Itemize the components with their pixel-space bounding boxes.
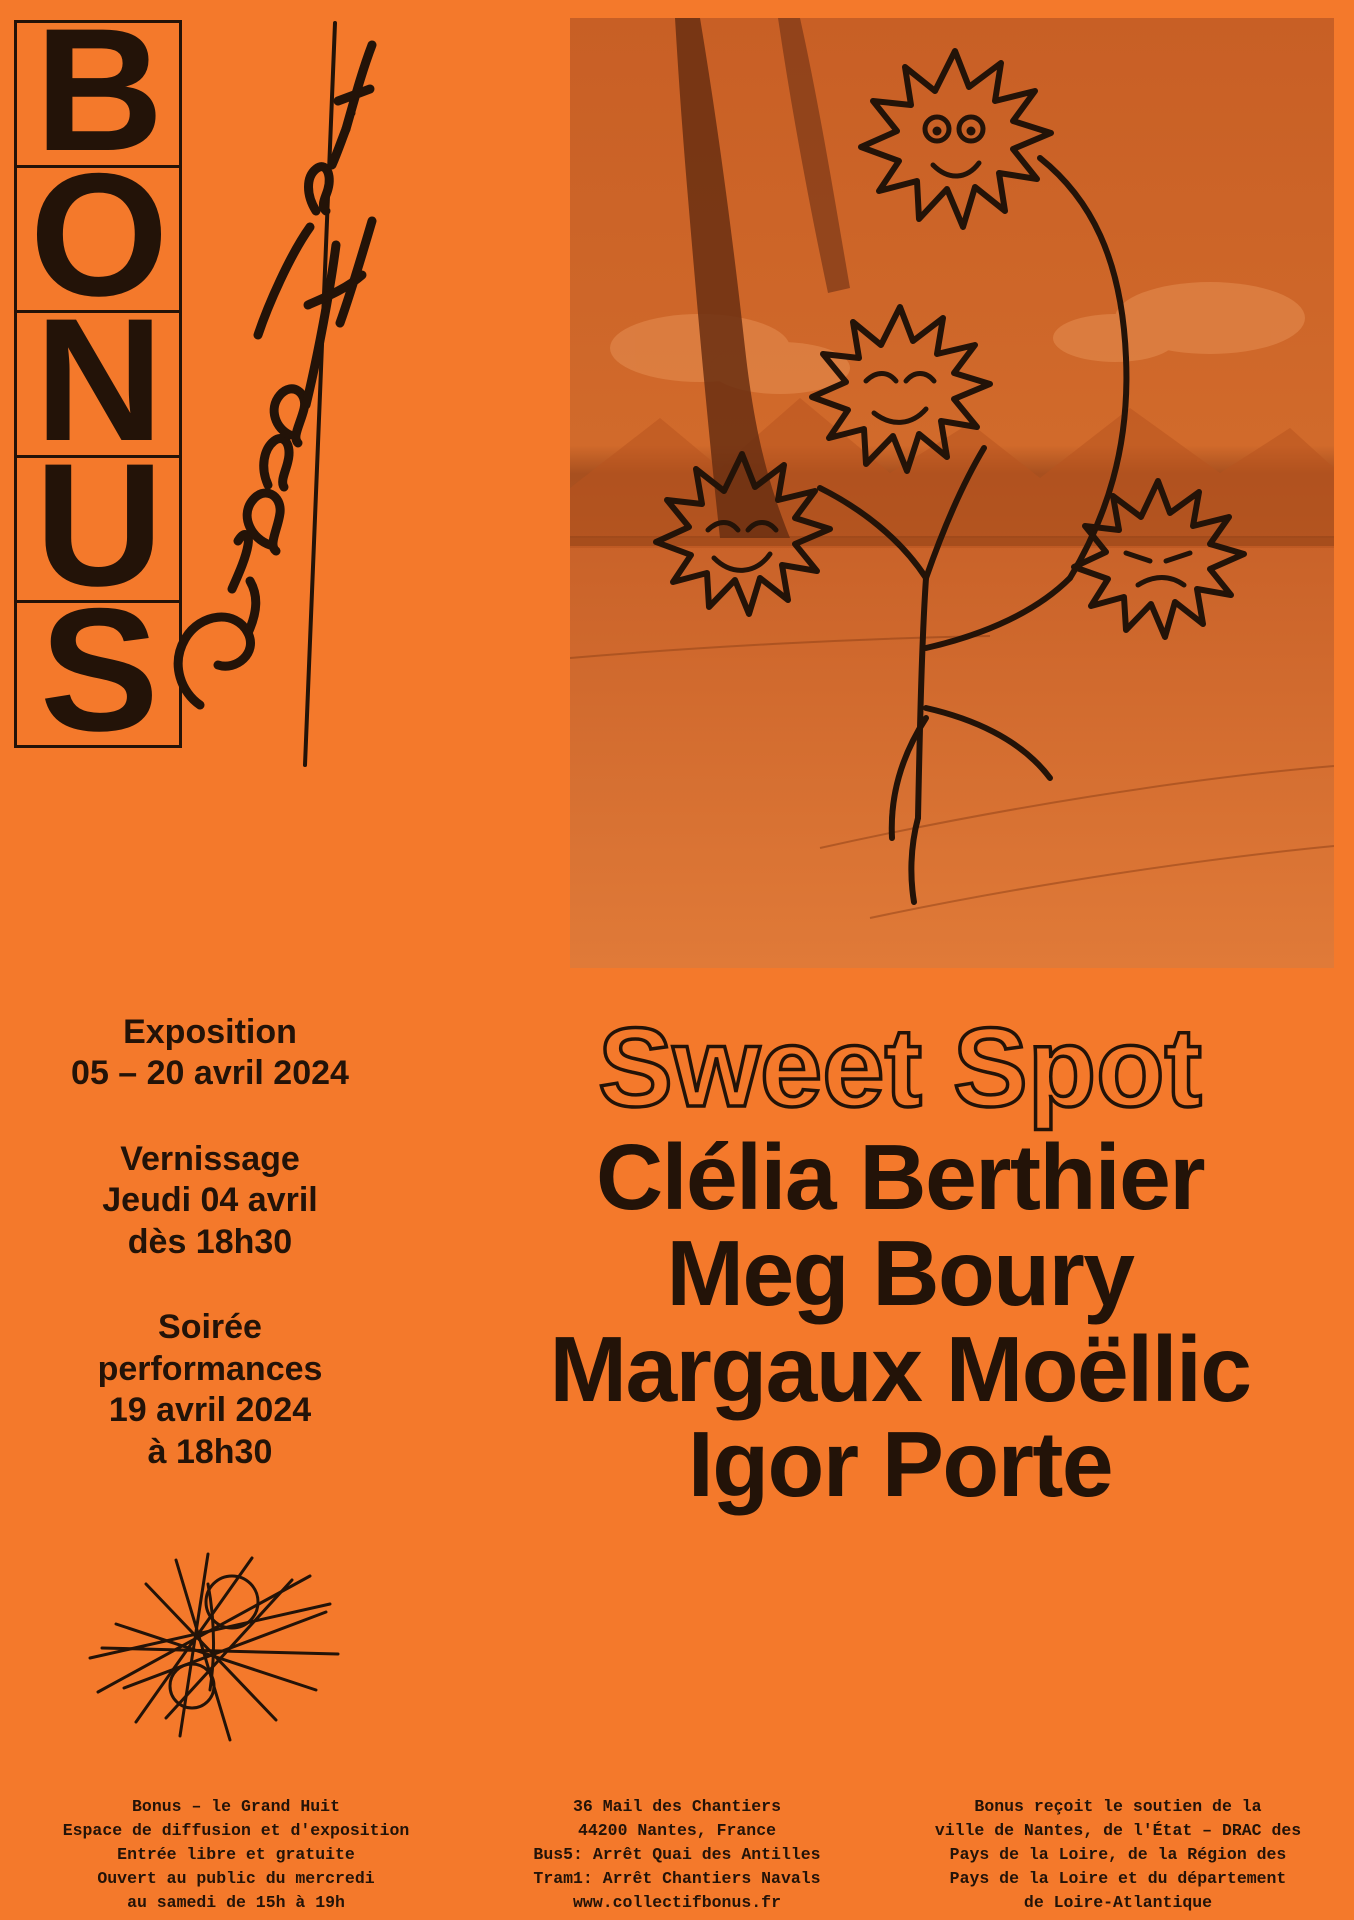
exposition-dates: 05 – 20 avril 2024 [71, 1054, 349, 1093]
bonus-logotype [14, 20, 194, 748]
vernissage-date: Jeudi 04 avril [102, 1181, 318, 1220]
logo-letter-b: B [34, 20, 162, 168]
artist-name-1: Clélia Berthier [595, 1125, 1205, 1229]
soiree-label: Soirée [158, 1308, 262, 1347]
footer-line: Ouvert au public du mercredi [97, 1868, 375, 1888]
footer-line: Bonus reçoit le soutien de la [974, 1797, 1262, 1816]
artist-name-2: Meg Boury [666, 1220, 1134, 1325]
exposition-label: Exposition [123, 1013, 297, 1051]
footer-line: Bonus – le Grand Huit [132, 1797, 340, 1816]
footer-support-info [918, 1795, 1318, 1915]
soiree-label-2: performances [97, 1349, 323, 1388]
title-block [460, 1005, 1340, 1517]
starburst-doodle-icon [80, 1540, 370, 1755]
footer-line: Pays de la Loire, de la Région des [949, 1844, 1287, 1864]
poster-photograph [570, 18, 1334, 968]
exhibition-title: Sweet Spot [598, 1005, 1202, 1130]
footer-venue-info [36, 1795, 436, 1915]
footer-address-info [512, 1795, 842, 1915]
logo-letter-cell [14, 310, 182, 458]
vernissage-label: Vernissage [120, 1139, 300, 1178]
logo-letter-cell [14, 455, 182, 603]
soiree-block [10, 1307, 410, 1473]
exposition-block [10, 1012, 410, 1095]
footer-line: 44200 Nantes, France [577, 1820, 777, 1840]
artist-name-3: Margaux Moëllic [549, 1316, 1251, 1421]
logo-letter-cell [14, 600, 182, 748]
footer-line: de Loire-Atlantique [1023, 1892, 1213, 1912]
footer-line: 36 Mail des Chantiers [573, 1797, 781, 1816]
vernissage-time: dès 18h30 [127, 1222, 293, 1261]
footer-line: Tram1: Arrêt Chantiers Navals [533, 1868, 821, 1888]
artist-name-4: Igor Porte [687, 1412, 1113, 1517]
soiree-time: à 18h30 [147, 1432, 273, 1471]
logo-letter-cell [14, 20, 182, 168]
logo-letter-u: U [34, 455, 162, 603]
footer-line: ville de Nantes, de l'État – DRAC des [934, 1820, 1302, 1840]
event-info-column [10, 1012, 410, 1473]
poster-footer [0, 1795, 1354, 1915]
footer-line: au samedi de 15h à 19h [127, 1892, 345, 1912]
soiree-date: 19 avril 2024 [108, 1391, 312, 1430]
footer-line: Espace de diffusion et d'exposition [62, 1820, 410, 1840]
logo-letter-s: S [39, 600, 157, 748]
logo-letter-cell [14, 165, 182, 313]
footer-line: Bus5: Arrêt Quai des Antilles [533, 1844, 821, 1864]
footer-website-link[interactable]: www.collectifbonus.fr [573, 1892, 781, 1912]
logo-letter-n: N [34, 310, 162, 458]
footer-line: Pays de la Loire et du département [949, 1868, 1287, 1888]
logo-letter-o: O [29, 165, 167, 313]
vernissage-block [10, 1139, 410, 1263]
footer-line: Entrée libre et gratuite [117, 1844, 355, 1864]
